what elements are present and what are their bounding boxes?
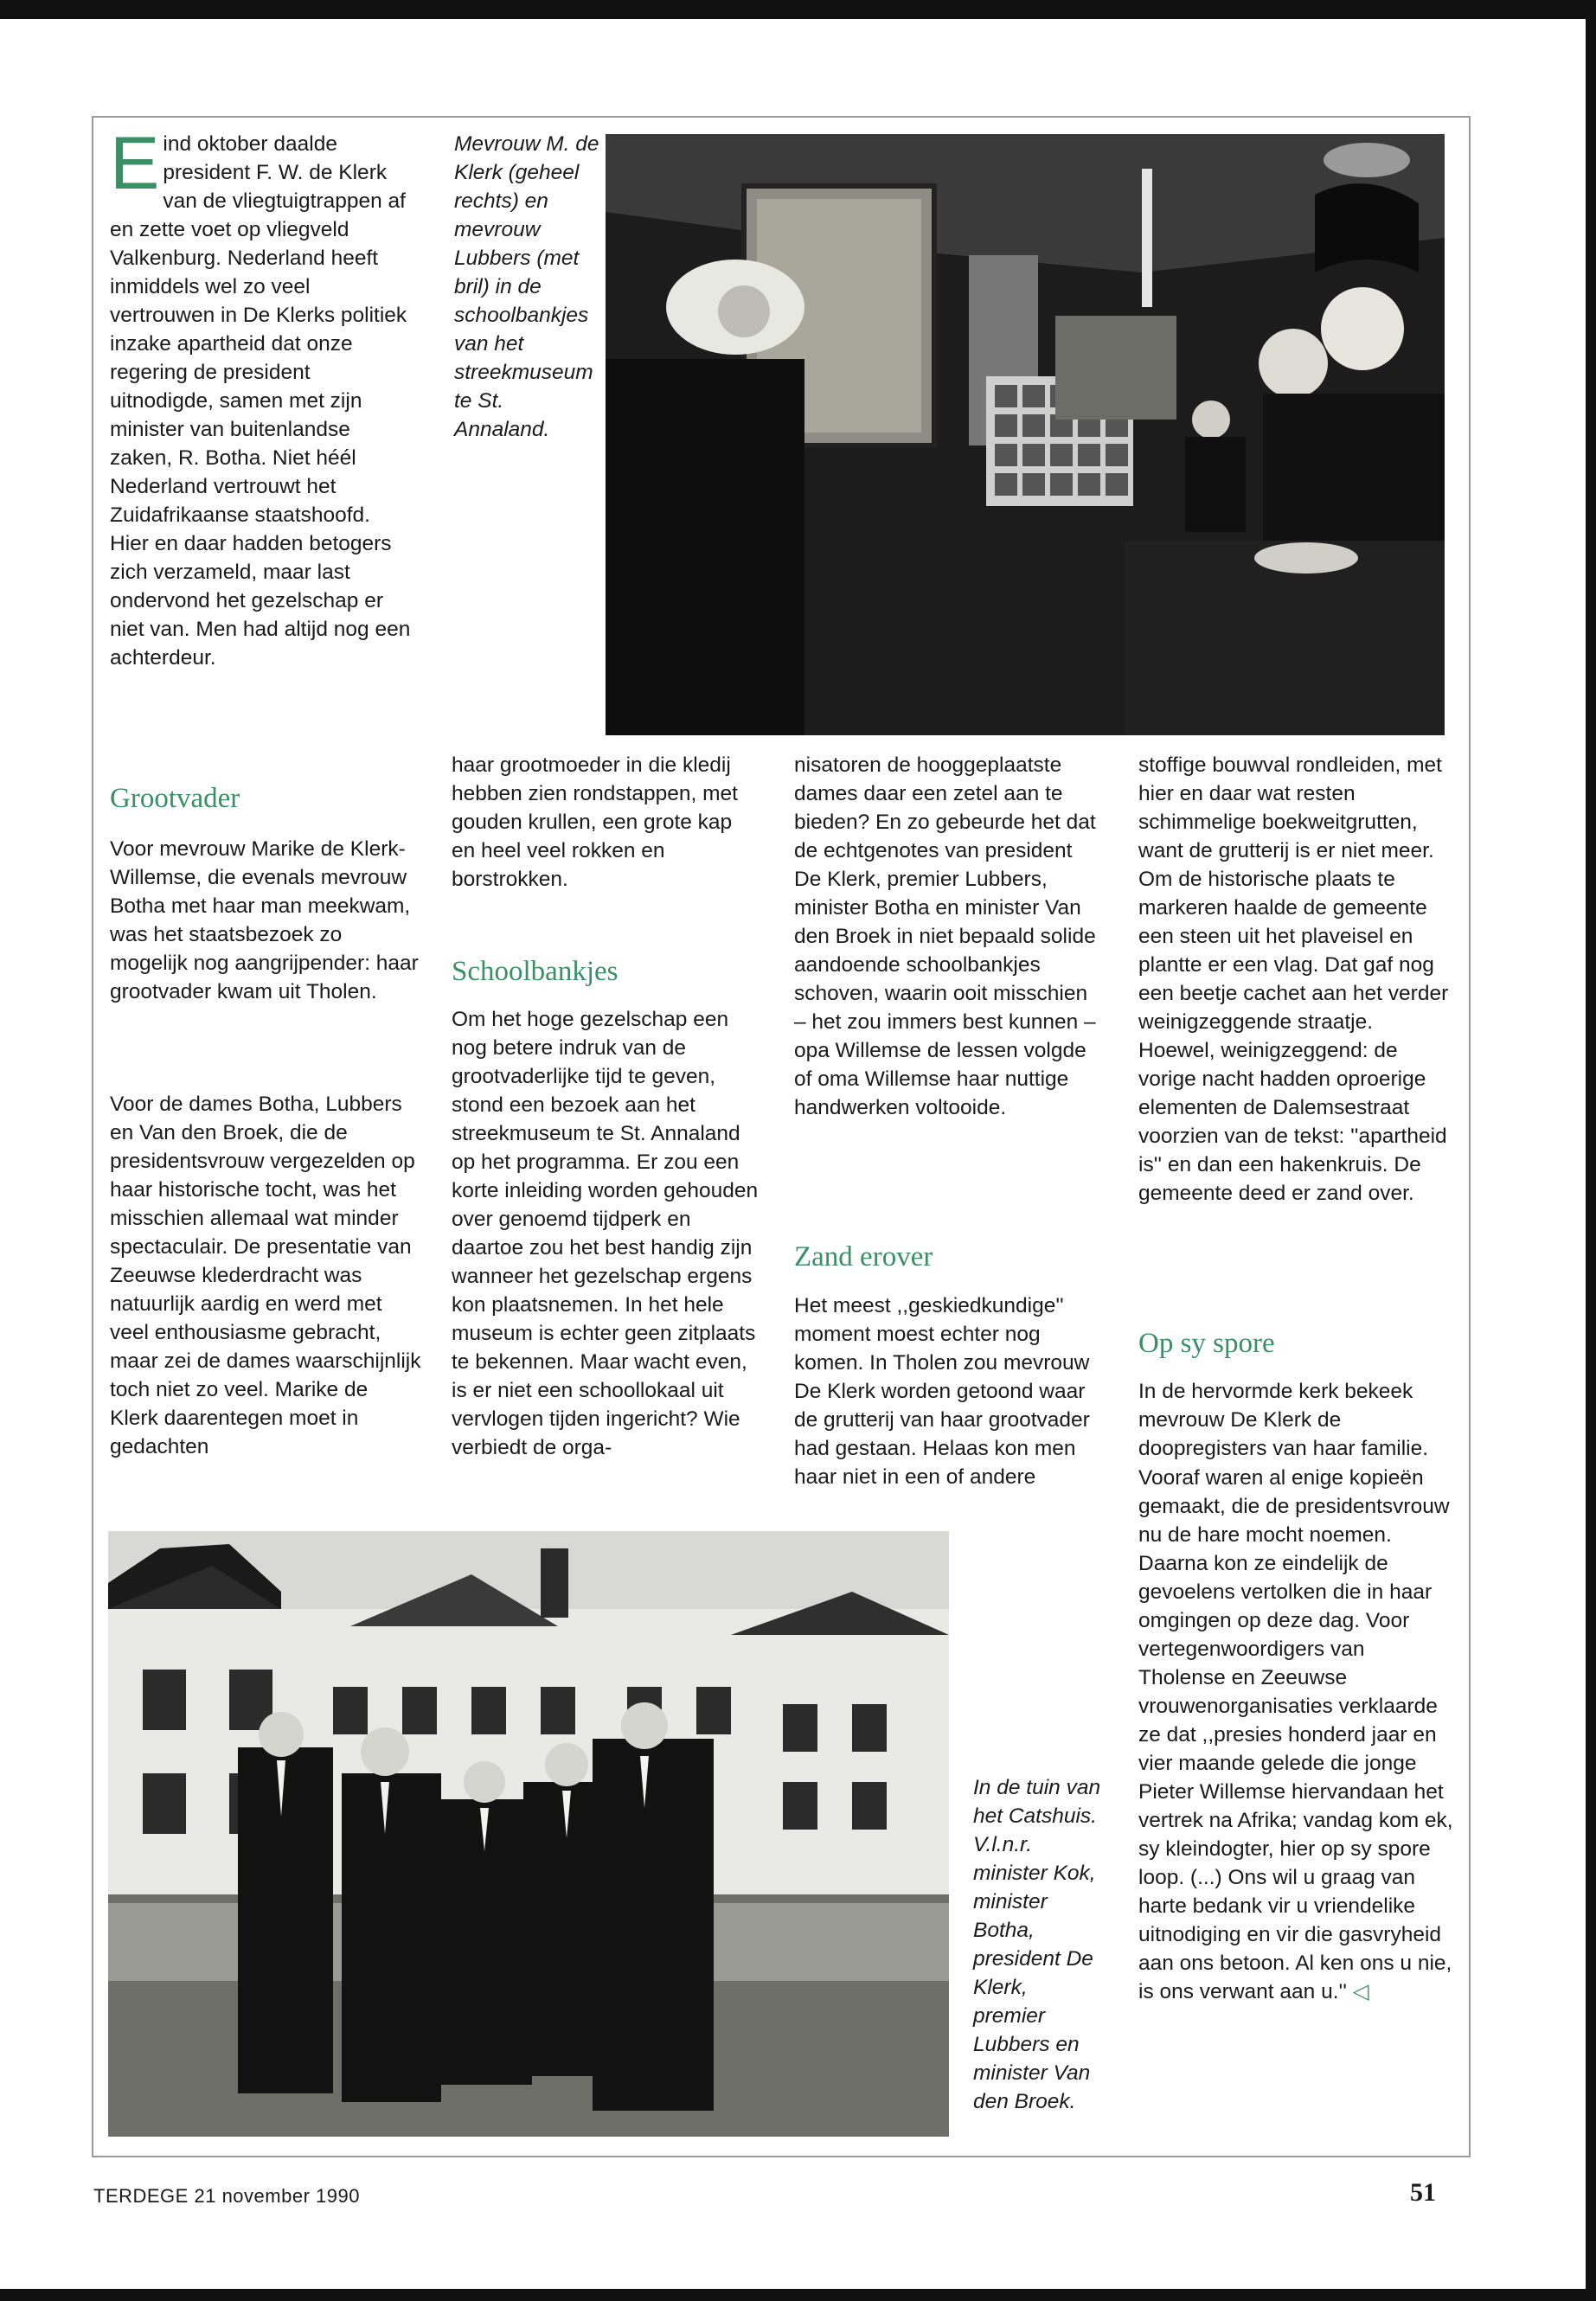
footer-publication <box>93 2185 360 2208</box>
photo-catshuis-graphic <box>108 1531 949 2137</box>
heading-schoolbankjes: Schoolbankjes <box>452 956 619 987</box>
right-border <box>1586 0 1596 2301</box>
bottom-border <box>0 2289 1596 2301</box>
heading-zand-erover: Zand erover <box>794 1241 933 1272</box>
caption-top: Mevrouw M. de Klerk (geheel rechts) en mevrouw Lubbers (met bril) in de schoolbankjes van het streekmuseum te St. Annaland. <box>454 132 599 441</box>
intro-paragraph <box>110 122 413 672</box>
photo-museum-graphic <box>606 134 1445 735</box>
spore-paragraph-2-text: Vooraf waren al enige kopieën gemaakt, die de presidentsvrouw nu de hare mocht noemen. Daarna kon ze eindelijk de gevoelens vertolken die in haar omgingen op deze dag. Voor vertegenwoordigers van Tholense en Zeeuwse vrouwenorganisaties verklaarde ze dat ,,presies honderd jaar en vier maande gelede die jonge Pieter Willemse hiervandaan het vertrek na Afrika; vandag kom ek, sy kleindogter, hier op sy spore loop. (...) Ons wil u graag van harte bedank vir u vriendelike uitnodiging en vir die gasvryheid aan ons betoon. Al ken ons u nie, is ons verwant aan u.'' <box>1138 1466 1453 2003</box>
intro-text: ind oktober daalde president F. W. de Klerk van de vliegtuigtrappen af en zette voet op vliegveld Valkenburg. Nederland heeft inmiddels wel zo veel vertrouwen in De Klerks politiek inzake apartheid dat onze regering de president uitnodigde, samen met zijn minister van buitenlandse zaken, R. Botha. Niet héél Nederland vertrouwt het Zuidafrikaanse staatshoofd. Hier en daar hadden betogers zich verzameld, maar last ondervond het gezelschap er niet van. Men had altijd nog een achterdeur. <box>110 132 411 670</box>
grootvader-paragraph-1: Voor mevrouw Marike de Klerk-Willemse, die evenals mevrouw Botha met haar man meekwam, was het staatsbezoek zo mogelijk nog aangrijpender: haar grootvader kwam uit Tholen. <box>110 837 419 1003</box>
zand-erover-paragraph: Het meest ,,geskiedkundige'' moment moest echter nog komen. In Tholen zou mevrouw De Klerk worden getoond waar de grutterij van haar grootvader had gestaan. Helaas kon men haar niet in een of andere <box>794 1294 1090 1489</box>
caption-bottom: In de tuin van het Catshuis. V.l.n.r. minister Kok, minister Botha, president De Klerk, premier Lubbers en minister Van den Broek. <box>973 1776 1101 2113</box>
page-number: 51 <box>1410 2178 1436 2207</box>
photo-museum-classroom <box>606 134 1445 735</box>
drop-cap: E <box>110 122 160 205</box>
end-mark-icon: ◁ <box>1352 1980 1369 2003</box>
heading-grootvader: Grootvader <box>110 783 240 814</box>
col3-paragraph: nisatoren de hooggeplaatste dames daar een zetel aan te bieden? En zo gebeurde het dat de echtgenotes van president De Klerk, premier Lubbers, minister Botha en minister Van den Broek in niet bepaald solide aandoende schoolbankjes schoven, waarin ooit misschien – het zou immers best kunnen – opa Willemse de lessen volgde of oma Willemse haar nuttige handwerken voltooide. <box>794 753 1096 1119</box>
publication-date: 21 november 1990 <box>194 2185 360 2207</box>
top-border <box>0 0 1596 19</box>
col2-paragraph: haar grootmoeder in die kledij hebben zien rondstappen, met gouden krullen, een grote kap en heel veel rokken en borstrokken. <box>452 753 738 891</box>
magazine-name: TERDEGE <box>93 2185 189 2207</box>
heading-op-sy-spore: Op sy spore <box>1138 1328 1275 1359</box>
photo-catshuis-garden <box>108 1531 949 2137</box>
grootvader-paragraph-2: Voor de dames Botha, Lubbers en Van den Broek, die de presidentsvrouw vergezelden op haar historische tocht, was het misschien allemaal wat minder spectaculair. De presentatie van Zeeuwse klederdracht was natuurlijk aardig en werd met veel enthousiasme gebracht, maar zei de dames waarschijnlijk toch niet zo veel. Marike de Klerk daarentegen moet in gedachten <box>110 1093 421 1458</box>
spore-paragraph-1: In de hervormde kerk bekeek mevrouw De Klerk de doopregisters van haar familie. <box>1138 1380 1429 1460</box>
schoolbankjes-paragraph: Om het hoge gezelschap een nog betere indruk van de grootvaderlijke tijd te geven, stond een bezoek aan het streekmuseum te St. Annaland op het programma. Er zou een korte inleiding worden gehouden over genoemd tijdperk en daartoe zou het best handig zijn wanneer het gezelschap ergens kon plaatsnemen. In het hele museum is echter geen zitplaats te bekennen. Maar wacht even, is er niet een schoollokaal uit vervlogen tijden ingericht? Wie verbiedt de orga- <box>452 1008 759 1459</box>
spore-paragraph-2 <box>1138 1464 1454 2006</box>
col4-paragraph: stoffige bouwval rondleiden, met hier en daar wat resten schimmelige boekweitgrutten, want de grutterij is er niet meer. Om de historische plaats te markeren haalde de gemeente een steen uit het plaveisel en plantte er een vlag. Dat gaf nog een beetje cachet aan het verder weinigzeggende straatje. Hoewel, weinigzeggend: de vorige nacht hadden oproerige elementen de Dalemsestraat voorzien van de tekst: ''apartheid is'' en dan een hakenkruis. De gemeente deed er zand over. <box>1138 753 1449 1205</box>
